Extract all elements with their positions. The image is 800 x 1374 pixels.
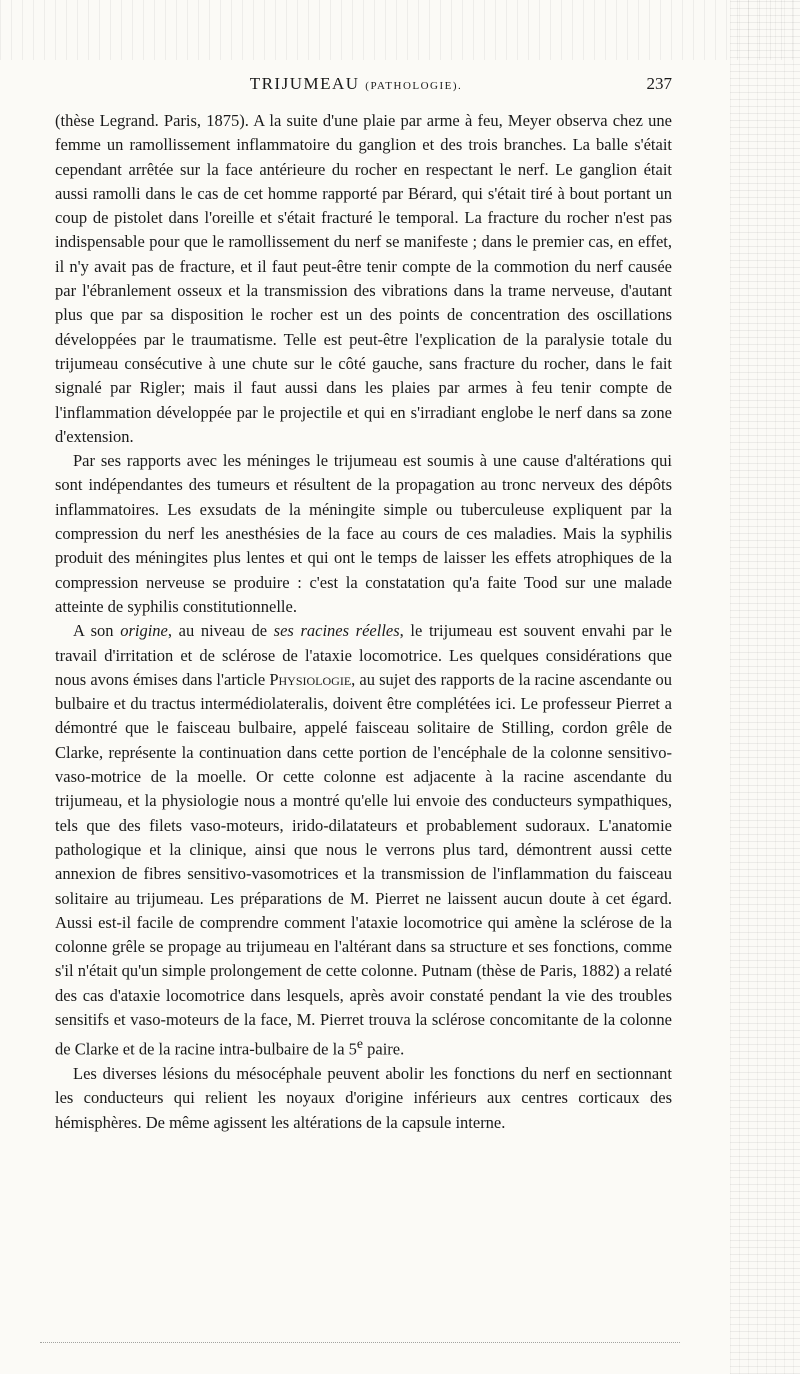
page-number: 237 (646, 74, 672, 93)
paragraph-3-superscript: e (356, 1036, 363, 1052)
page-header (40, 74, 672, 98)
paragraph-3-italic-racines: ses racines réelles (273, 621, 400, 641)
paragraph-2: Par ses rapports avec les méninges le trijumeau est soumis à une cause d'altérations qui sont indépendantes des tumeurs et résultent de la propagation au tronc nerveux des dépôts inflammatoires. Les exsudats de la méningite simple ou tuberculeuse expliquent par la compression du nerf les anesthésies de la face au cours de ces maladies. Mais la syphilis produit des méningites plus lentes et qui ont le temps de laisser les effets atrophiques de la compression nerveuse se produire : c'est la constatation qu'a faite Tood sur une malade atteinte de syphilis constitutionnelle. (55, 451, 672, 616)
running-head (40, 74, 672, 94)
running-head-title: TRIJUMEAU (249, 74, 360, 93)
paragraph-3-italic-origine: origine (120, 621, 168, 641)
scan-noise-right-edge (730, 0, 800, 1374)
running-head-subtitle: (PATHOLOGIE). (365, 80, 463, 92)
paragraph-3-text-d: , au sujet des rapports de la racine ascendante ou bulbaire et du tractus intermédiolateralis, doivent être complétées ici. Le professeur Pierret a démontré que le faisceau bulbaire, appelé faisceau solitaire de Stilling, cordon grêle de Clarke, représente la continuation dans cette portion de l'encéphale de la colonne sensitivo-vaso-motrice de la moelle. Or cette colonne est adjacente à la racine ascendante du trijumeau, et la physiologie nous a montré qu'elle lui envoie des conducteurs sympathiques, tels que des filets vaso-moteurs, irido-dilatateurs et probablement sudoraux. L'anatomie pathologique et la clinique, ainsi que nous le verrons plus tard, démontrent aussi cette annexion de fibres sensitivo-vasomotrices et la transmission de l'inflammation du faisceau solitaire au trijumeau. Les préparations de M. Pierret ne laissent aucun doute à cet égard. Aussi est-il facile de comprendre comment l'ataxie locomotrice qui amène la sclérose de la colonne grêle se propage au trijumeau en l'altérant dans sa structure et ses fonctions, comme s'il n'était qu'un simple prolongement de cette colonne. Putnam (thèse de Paris, 1882) a relaté des cas d'ataxie locomotrice dans lesquels, après avoir constaté pendant la vie des troubles sensitifs et vaso-moteurs de la face, M. Pierret trouva la sclérose concomitante de la colonne de Clarke et de la racine intra-bulbaire de la 5 (55, 669, 673, 1059)
body-text (55, 109, 672, 1135)
paragraph-3-smallcaps-physiologie: Physiologie (269, 669, 352, 689)
paragraph-3-text-c: , le trijumeau est souvent envahi par le travail d'irritation et de sclérose de l'ataxie locomotrice. Les quelques considérations que nous avons émises dans l'article (55, 621, 672, 689)
paragraph-3-text-a: A son (73, 621, 121, 641)
paragraph-4: Les diverses lésions du mésocéphale peuvent abolir les fonctions du nerf en sectionnant les conducteurs qui relient les noyaux d'origine inférieurs aux centres corticaux des hémisphères. De même agissent les altérations de la capsule interne. (55, 1064, 672, 1132)
paragraph-3 (55, 619, 672, 1062)
scan-noise-top (0, 0, 800, 60)
footer-dotted-rule (40, 1342, 680, 1343)
paragraph-3-text-e: paire. (363, 1039, 405, 1059)
paragraph-3-text-b: , au niveau de (167, 621, 274, 641)
paragraph-1: (thèse Legrand. Paris, 1875). A la suite d'une plaie par arme à feu, Meyer observa chez une femme un ramollissement inflammatoire du ganglion et des trois branches. La balle s'était cependant arrêtée sur la face antérieure du rocher en respectant le nerf. Le ganglion était aussi ramolli dans le cas de cet homme rapporté par Bérard, qui s'était tiré à bout portant un coup de pistolet dans l'oreille et s'était fracturé le temporal. La fracture du rocher n'est pas indispensable pour que le ramollissement du nerf se manifeste ; dans le premier cas, en effet, il n'y avait pas de fracture, et il faut peut-être tenir compte de la commotion du nerf causée par l'ébranlement osseux et la transmission des vibrations dans la trame nerveuse, d'autant plus que par sa disposition le rocher est un des points de concentration des oscillations développées par le traumatisme. Telle est peut-être l'explication de la paralysie totale du trijumeau consécutive à une chute sur le côté gauche, sans fracture du rocher, dans le fait signalé par Rigler; mais il faut aussi dans les plaies par armes à feu tenir compte de l'inflammation développée par le projectile et qui en s'irradiant englobe le nerf dans sa zone d'extension. (55, 111, 672, 446)
